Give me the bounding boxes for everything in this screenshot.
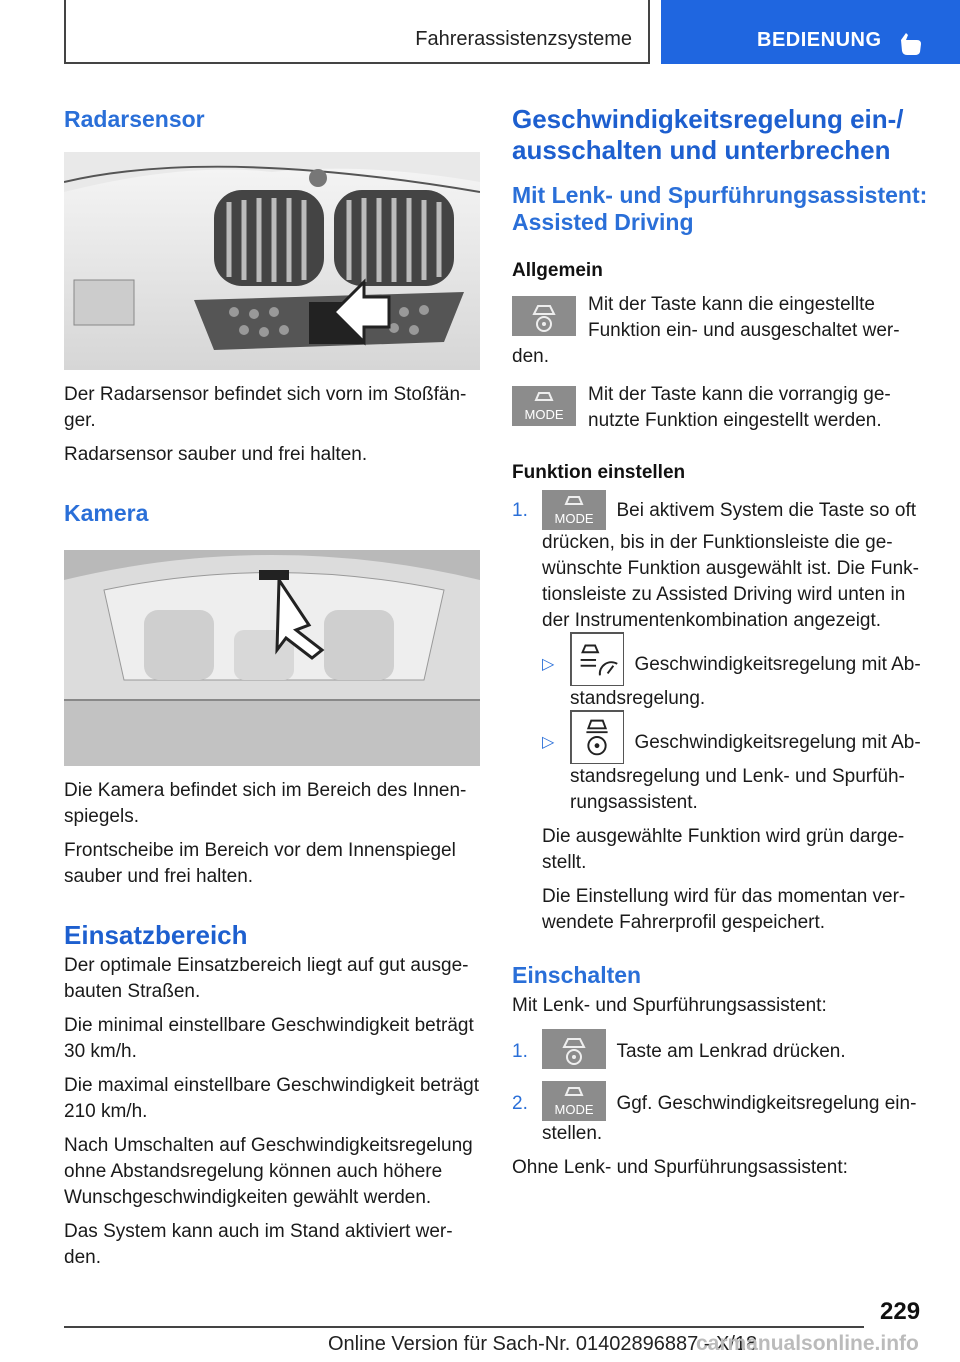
- allgemein-paragraph-1-text: Mit der Taste kann die eingestellte Funktion ein- und ausgeschaltet wer-den.: [512, 294, 900, 367]
- list-item-step-1: [512, 498, 930, 634]
- footer-divider: [64, 1326, 864, 1328]
- list-item-function-acc: [512, 652, 930, 712]
- allgemein-paragraph-2: [512, 382, 930, 434]
- note-green: Die ausgewählte Funktion wird grün darge-stellt.: [542, 826, 905, 873]
- function-acc-text: Geschwindigkeitsregelung mit Ab-standsregelung.: [570, 654, 921, 709]
- einsatz-paragraph-1: Der optimale Einsatzbereich liegt auf gut ausge-bauten Straßen.: [64, 955, 469, 1002]
- radar-heading: Radarsensor: [64, 106, 205, 132]
- radar-paragraph-1: Der Radarsensor befindet sich vorn im Stoßfän-ger.: [64, 384, 467, 431]
- header-chapter-title: BEDIENUNG: [757, 29, 882, 51]
- allgemein-paragraph-1: [512, 292, 930, 370]
- header-chapter-box: [661, 0, 960, 64]
- camera-paragraph-1: Die Kamera befindet sich im Bereich des Innen-spiegels.: [64, 780, 467, 827]
- einsatz-paragraph-5: Das System kann auch im Stand aktiviert wer-den.: [64, 1221, 453, 1268]
- camera-photo: [64, 550, 480, 766]
- camera-paragraph-2: Frontscheibe im Bereich vor dem Innenspiegel sauber und frei halten.: [64, 840, 456, 887]
- header-section-title: Fahrerassistenzsysteme: [415, 28, 632, 50]
- step-1-number: 1.: [512, 500, 528, 521]
- einschalten-2-number: 2.: [512, 1093, 528, 1114]
- funktion-einstellen-heading: Funktion einstellen: [512, 462, 686, 483]
- einsatz-paragraph-2: Die minimal einstellbare Geschwindigkeit beträgt 30 km/h.: [64, 1015, 474, 1062]
- left-column: [64, 100, 480, 1271]
- page-number: 229: [880, 1298, 921, 1325]
- mode-button-icon: [512, 386, 576, 426]
- steering-assist-icon: [570, 710, 624, 764]
- assist-button-icon: [542, 1029, 606, 1069]
- einschalten-heading: Einschalten: [512, 962, 642, 988]
- assist-button-icon: [512, 296, 576, 336]
- header-section-box: [64, 0, 650, 64]
- einschalten-2-text: Ggf. Geschwindigkeitsregelung ein-stellen.: [542, 1093, 917, 1144]
- speed-control-heading: Geschwindigkeitsregelung ein-/ ausschalten und unterbrechen: [512, 104, 904, 165]
- allgemein-paragraph-2-text: Mit der Taste kann die vorrangig ge-nutzte Funktion eingestellt werden.: [588, 384, 891, 431]
- einsatz-paragraph-3: Die maximal einstellbare Geschwindigkeit beträgt 210 km/h.: [64, 1075, 480, 1122]
- distance-control-icon: [570, 632, 624, 686]
- ohne-paragraph: Ohne Lenk- und Spurführungsassistent:: [512, 1157, 848, 1178]
- einschalten-1-text: Taste am Lenkrad drücken.: [616, 1041, 846, 1062]
- radar-sensor-photo: [64, 152, 480, 370]
- triangle-bullet-icon: ▷: [542, 734, 555, 751]
- einschalten-1-number: 1.: [512, 1041, 528, 1062]
- assisted-driving-heading: Mit Lenk- und Spurführungsassistent: Assisted Driving: [512, 182, 928, 235]
- triangle-bullet-icon: ▷: [542, 656, 555, 673]
- list-item-einschalten-1: [512, 1039, 930, 1069]
- mode-button-label: MODE: [524, 407, 564, 422]
- pointing-hand-icon: [895, 26, 927, 58]
- einschalten-paragraph: Mit Lenk- und Spurführungsassistent:: [512, 995, 827, 1016]
- function-assist-text: Geschwindigkeitsregelung mit Ab-standsregelung und Lenk- und Spurfüh-rungsassistent.: [570, 732, 921, 813]
- watermark: carmanualsonline.info: [696, 1332, 919, 1355]
- mode-button-icon: [542, 1081, 606, 1121]
- step-1-text: Bei aktivem System die Taste so oft drücken, bis in der Funktionsleiste die ge-wünschte Funktion ausgewählt ist. Die Funk-tionsleiste zu Assisted Driving wird unten in der Instrumentenkombination angezeigt.: [542, 500, 920, 631]
- mode-button-label: MODE: [554, 511, 594, 526]
- camera-heading: Kamera: [64, 500, 149, 526]
- note-profile: Die Einstellung wird für das momentan ver-wendete Fahrerprofil gespeichert.: [542, 886, 906, 933]
- list-item-einschalten-2: [512, 1091, 930, 1147]
- einsatz-paragraph-4: Nach Umschalten auf Geschwindigkeitsregelung ohne Abstandsregelung können auch höhere Wunschgeschwindigkeiten gewählt werden.: [64, 1135, 473, 1208]
- mode-button-icon: [542, 490, 606, 530]
- footer-online-version: Online Version für Sach-Nr. 01402896887 - X/18: [328, 1333, 758, 1355]
- mode-button-label: MODE: [554, 1102, 594, 1117]
- einsatzbereich-heading: Einsatzbereich: [64, 920, 248, 950]
- right-column: [512, 100, 930, 1181]
- list-item-function-assist: [512, 730, 930, 816]
- allgemein-heading: Allgemein: [512, 260, 603, 281]
- radar-paragraph-2: Radarsensor sauber und frei halten.: [64, 444, 368, 465]
